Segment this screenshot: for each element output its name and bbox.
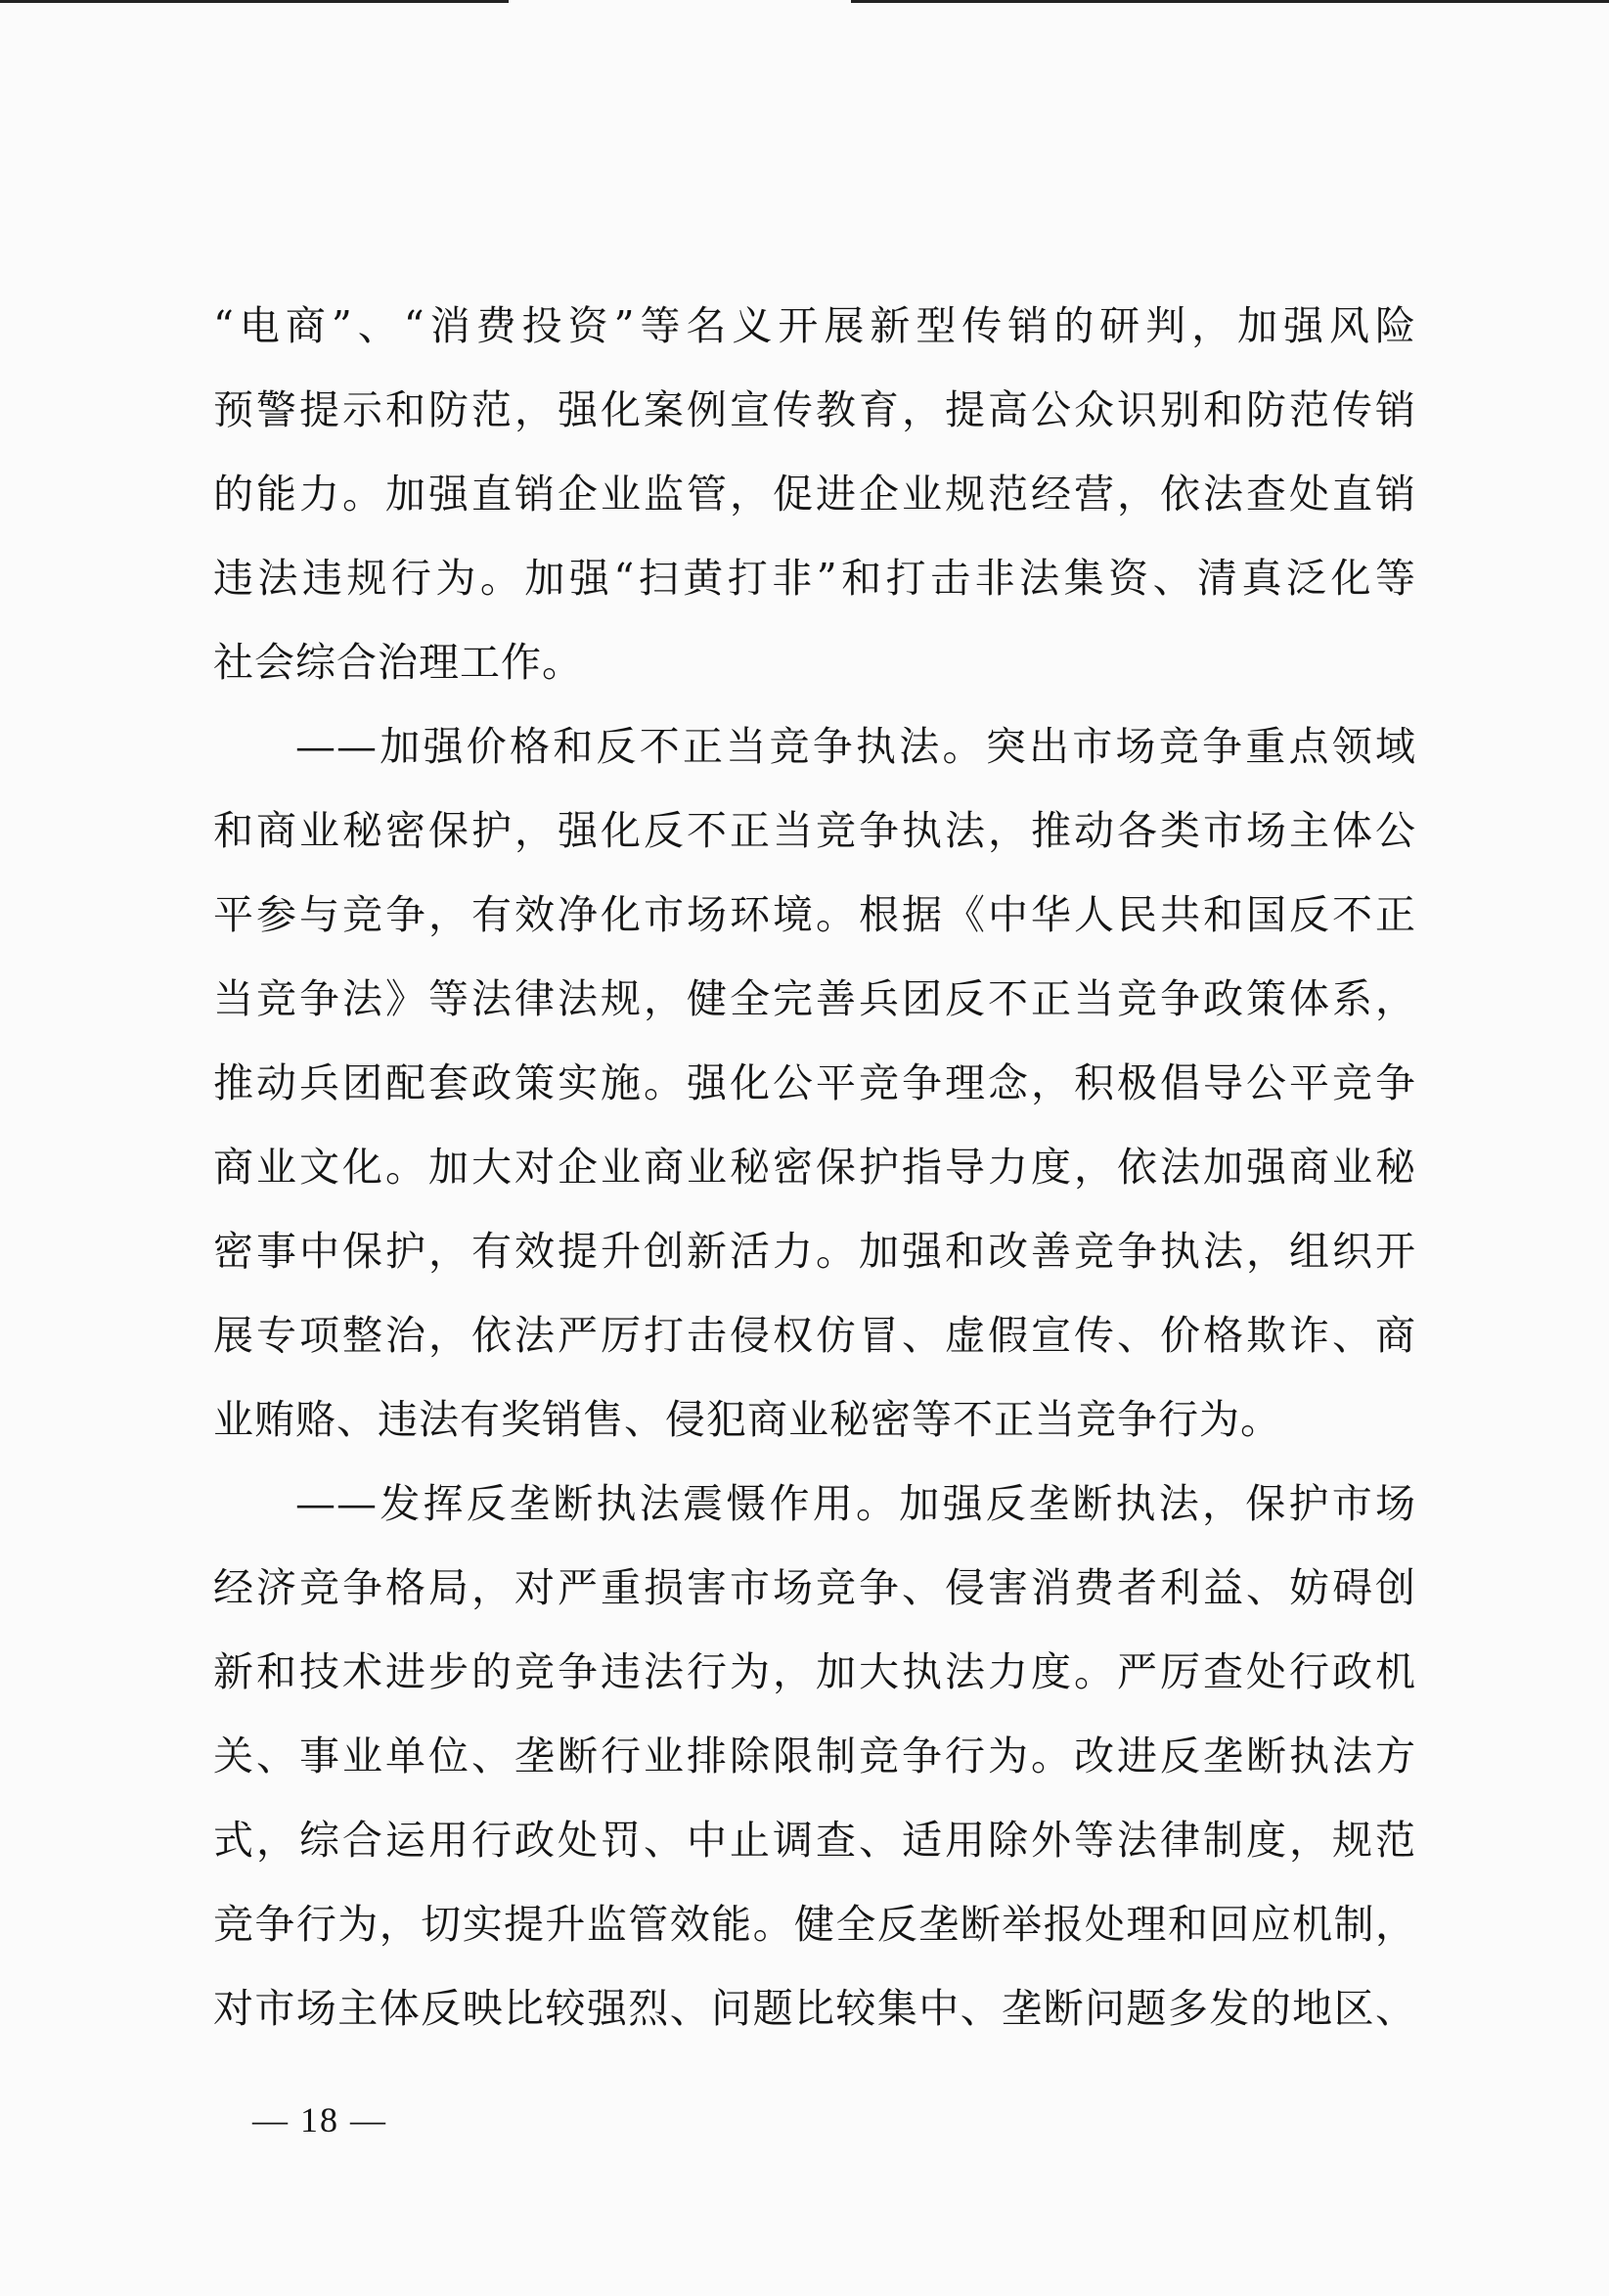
text-line: 的能力。加强直销企业监管，促进企业规范经营，依法查处直销 (213, 471, 1416, 518)
top-border-rule-right (851, 0, 1609, 3)
page-number: — 18 — (252, 2100, 387, 2139)
text-line: 违法违规行为。加强“扫黄打非”和打击非法集资、清真泛化等 (213, 555, 1416, 602)
text-line: 预警提示和防范，强化案例宣传教育，提高公众识别和防范传销 (213, 386, 1416, 433)
text-line: 社会综合治理工作。 (213, 639, 583, 686)
text-line: 业贿赂、违法有奖销售、侵犯商业秘密等不正当竞争行为。 (213, 1396, 1281, 1443)
text-line: 平参与竞争，有效净化市场环境。根据《中华人民共和国反不正 (213, 891, 1416, 938)
text-line: 新和技术进步的竞争违法行为，加大执法力度。严厉查处行政机 (213, 1648, 1416, 1695)
text-line: 经济竞争格局，对严重损害市场竞争、侵害消费者利益、妨碍创 (213, 1564, 1416, 1611)
text-line: 当竞争法》等法律法规，健全完善兵团反不正当竞争政策体系， (213, 975, 1416, 1022)
text-line: 关、事业单位、垄断行业排除限制竞争行为。改进反垄断执法方 (213, 1733, 1416, 1779)
text-line: 密事中保护，有效提升创新活力。加强和改善竞争执法，组织开 (213, 1228, 1416, 1275)
text-line: 竞争行为，切实提升监管效能。健全反垄断举报处理和回应机制， (213, 1901, 1416, 1948)
text-line: 展专项整治，依法严厉打击侵权仿冒、虚假宣传、价格欺诈、商 (213, 1312, 1416, 1359)
text-line: 和商业秘密保护，强化反不正当竞争执法，推动各类市场主体公 (213, 807, 1416, 854)
text-line: “电商”、“消费投资”等名义开展新型传销的研判，加强风险 (213, 302, 1416, 349)
body-text (213, 284, 1416, 2050)
text-line: ——加强价格和反不正当竞争执法。突出市场竞争重点领域 (295, 723, 1416, 770)
text-line: 商业文化。加大对企业商业秘密保护指导力度，依法加强商业秘 (213, 1144, 1416, 1191)
text-line: 推动兵团配套政策实施。强化公平竞争理念，积极倡导公平竞争 (213, 1059, 1416, 1106)
top-border-rule-left (0, 0, 509, 3)
text-line: 对市场主体反映比较强烈、问题比较集中、垄断问题多发的地区、 (213, 1985, 1416, 2032)
text-line: ——发挥反垄断执法震慑作用。加强反垄断执法，保护市场 (295, 1480, 1416, 1527)
text-line: 式，综合运用行政处罚、中止调查、适用除外等法律制度，规范 (213, 1817, 1416, 1864)
